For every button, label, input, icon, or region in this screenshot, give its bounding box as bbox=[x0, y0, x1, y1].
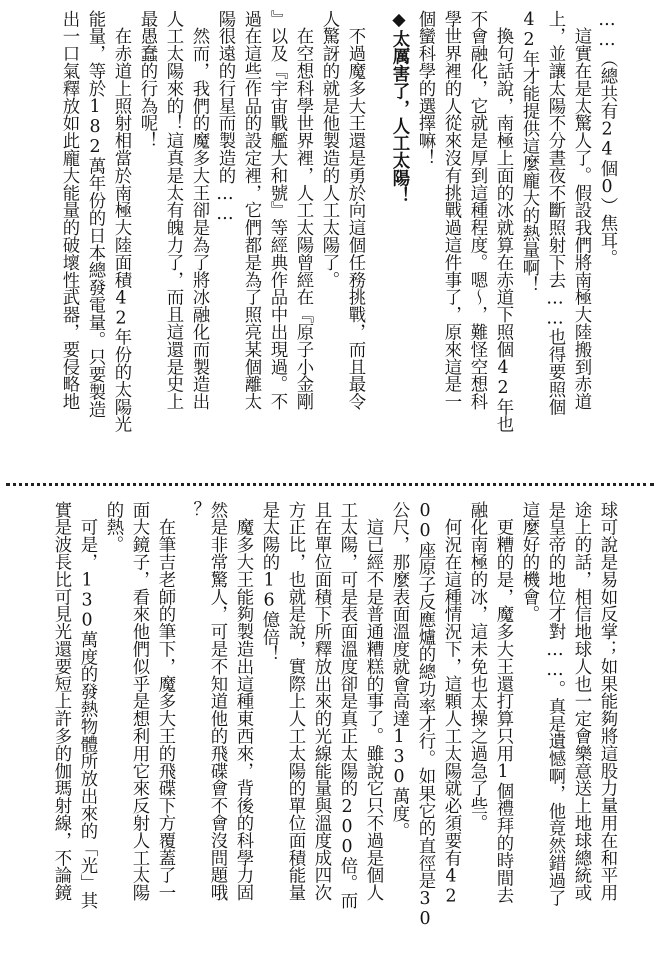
text-column: 是太陽的16億倍！ bbox=[259, 501, 279, 663]
text-column: 方正比，也就是說，實際上人工太陽的單位面積能量 bbox=[285, 501, 305, 902]
text-column: 這實在是太驚人了。假設我們將南極大陸搬到赤道 bbox=[571, 10, 591, 411]
text-column: 00座原子反應爐的總功率才行。如果它的直徑是30 bbox=[415, 501, 435, 929]
text-column: 公尺，那麼表面溫度就會高達130萬度。 bbox=[389, 501, 409, 840]
dotted-divider bbox=[6, 483, 654, 486]
text-column: 可是，130萬度的發熱物體所放出來的「光」其 bbox=[77, 501, 97, 909]
text-column: 在赤道上照射相當於南極大陸面積42年份的太陽光 bbox=[111, 10, 131, 433]
text-column: 過在這些作品的設定裡，它們都是為了照亮某個離太 bbox=[241, 10, 261, 411]
text-column: 最愚蠢的行為呢！ bbox=[137, 10, 157, 150]
text-column: 出一口氣釋放如此龐大能量的破壞性武器，要侵略地 bbox=[59, 10, 79, 411]
text-column: 的熱。 bbox=[103, 501, 123, 554]
text-column: 42年才能提供這麼龐大的熱量啊！ bbox=[519, 10, 539, 294]
text-column: ？ bbox=[181, 501, 201, 519]
text-column: 人驚訝的就是他製造的人工太陽了。 bbox=[319, 10, 339, 289]
text-column: 不會融化，它就是厚到這種程度。嗯～，難怪空想科 bbox=[467, 10, 487, 411]
text-column: 途上的話，相信地球人也一定會樂意送上地球總統或 bbox=[571, 501, 591, 902]
text-column: 實是波長比可見光還要短上許多的伽瑪射線，不論鏡 bbox=[51, 501, 71, 902]
text-column: 然是非常驚人，可是不知道他的飛碟會不會沒問題哦 bbox=[207, 501, 227, 902]
section-heading: ◆太厲害了，人工太陽！ bbox=[389, 10, 409, 204]
text-column: 不過魔多大王還是勇於向這個任務挑戰，而且最令 bbox=[345, 10, 365, 411]
text-column: 更糟的是，魔多大王還打算只用1個禮拜的時間去 bbox=[493, 501, 513, 904]
text-column: 融化南極的冰，這未免也太操之過急了些。 bbox=[467, 501, 487, 832]
text-column: 換句話說，南極上面的冰就算在赤道下照個42年也 bbox=[493, 10, 513, 433]
top-text-block bbox=[22, 10, 620, 466]
text-column: ……（總共有24個0）焦耳。 bbox=[597, 10, 617, 267]
text-column: 是皇帝的地位才對……。真是遺憾啊，他竟然錯過了 bbox=[545, 501, 565, 907]
text-column: 在筆吉老師的筆下，魔多大王的飛碟下方覆蓋了一 bbox=[155, 501, 175, 902]
text-column: 上，並讓太陽不分晝夜不斷照射下去……也得要照個 bbox=[545, 10, 565, 416]
text-column: 能量，等於182萬年份的日本總發電量。只要製造 bbox=[85, 10, 105, 418]
text-column: 球可說是易如反掌；如果能夠將這股力量用在和平用 bbox=[597, 501, 617, 902]
text-column: 工太陽，可是表面溫度卻是真正太陽的200倍。而 bbox=[337, 501, 357, 909]
text-column: 何況在這種情況下，這顆人工太陽就必須要有42 bbox=[441, 501, 461, 907]
text-column: 且在單位面積下所釋放出來的光線能量與溫度成四次 bbox=[311, 501, 331, 902]
text-column: 在空想科學世界裡，人工太陽曾經在『原子小金剛 bbox=[293, 10, 313, 411]
text-column: 魔多大王能夠製造出這種東西來，背後的科學力固 bbox=[233, 501, 253, 902]
text-column: 面大鏡子，看來他們似乎是想利用它來反射人工太陽 bbox=[129, 501, 149, 902]
text-column: 這已經不是普通糟糕的事了。雖說它只不過是個人 bbox=[363, 501, 383, 902]
text-column: 陽很遠的行星而製造的…… bbox=[215, 10, 235, 224]
text-column: 學世界裡的人從來沒有挑戰過這件事了，原來這是一 bbox=[441, 10, 461, 411]
text-column: 人工太陽來的！這真是太有魄力了，而且這還是史上 bbox=[163, 10, 183, 411]
bottom-text-block bbox=[22, 501, 620, 953]
text-column: 』以及『宇宙戰艦大和號』等經典作品中出現過。不 bbox=[267, 10, 287, 411]
text-column: 這麼好的機會。 bbox=[519, 501, 539, 623]
text-column: 個蠻科學的選擇嘛！ bbox=[415, 10, 435, 167]
text-column: 然而，我們的魔多大王卻是為了將冰融化而製造出 bbox=[189, 10, 209, 411]
